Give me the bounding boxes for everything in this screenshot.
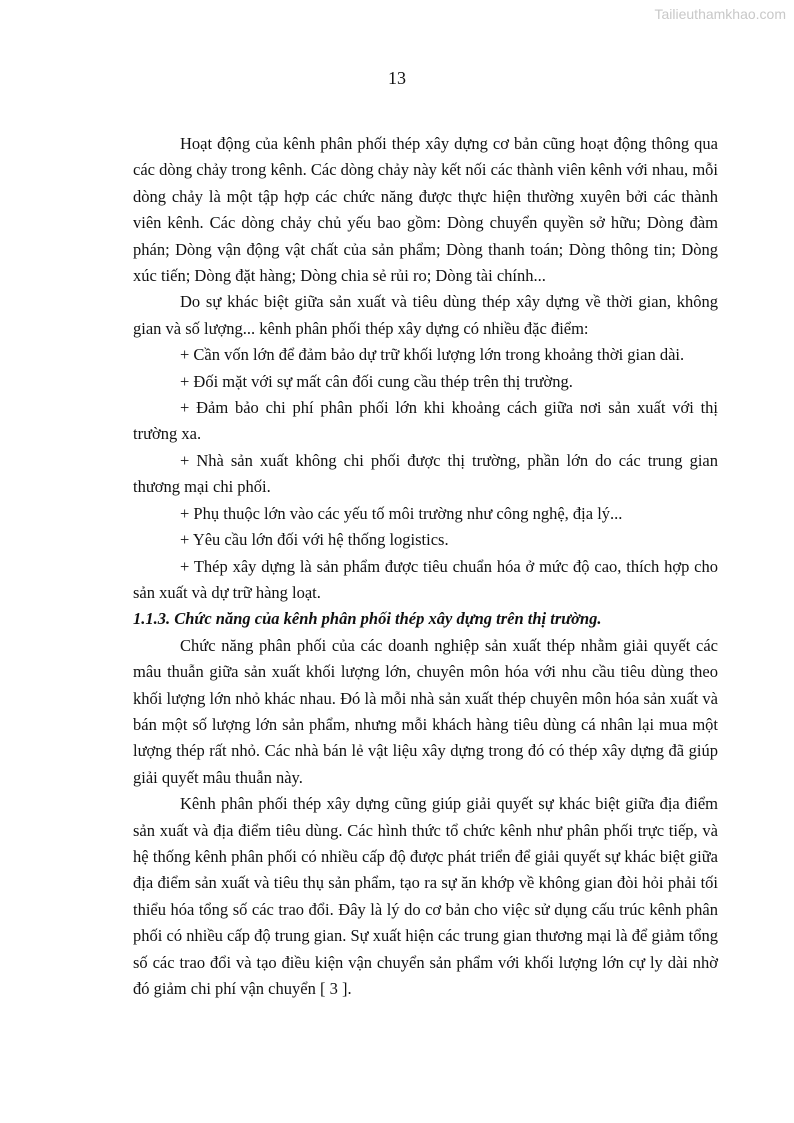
bullet-item: + Đảm bảo chi phí phân phối lớn khi khoảng cách giữa nơi sản xuất với thị trường xa. bbox=[133, 398, 718, 444]
bullet-item: + Thép xây dựng là sản phẩm được tiêu chuẩn hóa ở mức độ cao, thích hợp cho sản xuất và dự trữ hàng loạt. bbox=[133, 556, 718, 602]
bullet-item: + Đối mặt với sự mất cân đối cung cầu thép trên thị trường. bbox=[180, 371, 573, 391]
paragraph-characteristics-intro: Do sự khác biệt giữa sản xuất và tiêu dùng thép xây dựng về thời gian, không gian và số lượng... kênh phân phối thép xây dựng có nhiều đặc điểm: bbox=[133, 292, 718, 338]
bullet-item: + Phụ thuộc lớn vào các yếu tố môi trường như công nghệ, địa lý... bbox=[180, 503, 623, 523]
bullet-item: + Cần vốn lớn để đảm bảo dự trữ khối lượng lớn trong khoảng thời gian dài. bbox=[180, 345, 685, 365]
paragraph-distribution-function: Chức năng phân phối của các doanh nghiệp sản xuất thép nhằm giải quyết các mâu thuẫn giữa sản xuất khối lượng lớn, chuyên môn hóa với nhu cầu tiêu dùng theo khối lượng lớn nhỏ khác nhau. Đó là mỗi nhà sản xuất thép chuyên môn hóa sản xuất và bán một số lượng lớn sản phẩm, nhưng mỗi khách hàng tiêu dùng cá nhân lại mua một lượng thép rất nhỏ. Các nhà bán lẻ vật liệu xây dựng trong đó có thép xây dựng đã giúp giải quyết mâu thuẫn này. bbox=[133, 635, 718, 787]
bullet-item: + Yêu cầu lớn đối với hệ thống logistics. bbox=[180, 530, 449, 550]
paragraph-flows: Hoạt động của kênh phân phối thép xây dựng cơ bản cũng hoạt động thông qua các dòng chảy trong kênh. Các dòng chảy này kết nối các thành viên kênh với nhau, mỗi dòng chảy là một tập hợp các chức năng được thực hiện thường xuyên bởi các thành viên kênh. Các dòng chảy chủ yếu bao gồm: Dòng chuyển quyền sở hữu; Dòng đàm phán; Dòng vận động vật chất của sản phẩm; Dòng thanh toán; Dòng thông tin; Dòng xúc tiến; Dòng đặt hàng; Dòng chia sẻ rủi ro; Dòng tài chính... bbox=[133, 134, 718, 286]
page-number: 13 bbox=[388, 68, 406, 88]
document-body bbox=[133, 131, 718, 1002]
section-heading: 1.1.3. Chức năng của kênh phân phối thép xây dựng trên thị trường. bbox=[133, 609, 602, 629]
bullet-item: + Nhà sản xuất không chi phối được thị trường, phần lớn do các trung gian thương mại chi phối. bbox=[133, 450, 718, 497]
watermark-text: Tailieuthamkhao.com bbox=[654, 6, 786, 22]
paragraph-location-difference: Kênh phân phối thép xây dựng cũng giúp giải quyết sự khác biệt giữa địa điểm sản xuất và địa điểm tiêu dùng. Các hình thức tổ chức kênh như phân phối trực tiếp, và hệ thống kênh phân phối có nhiều cấp độ được phát triển để giải quyết sự khác biệt giữa địa điểm sản xuất và tiêu thụ sản phẩm, tạo ra sự ăn khớp về không gian đòi hỏi phải tối thiểu hóa tổng số các trao đổi. Đây là lý do cơ bản cho việc sử dụng cấu trúc kênh phân phối có nhiều cấp độ trung gian. Sự xuất hiện các trung gian thương mại là để giảm tổng số các trao đổi và tạo điều kiện vận chuyển sản phẩm với khối lượng lớn cự ly dài nhờ đó giảm chi phí vận chuyển [ 3 ]. bbox=[133, 794, 718, 998]
